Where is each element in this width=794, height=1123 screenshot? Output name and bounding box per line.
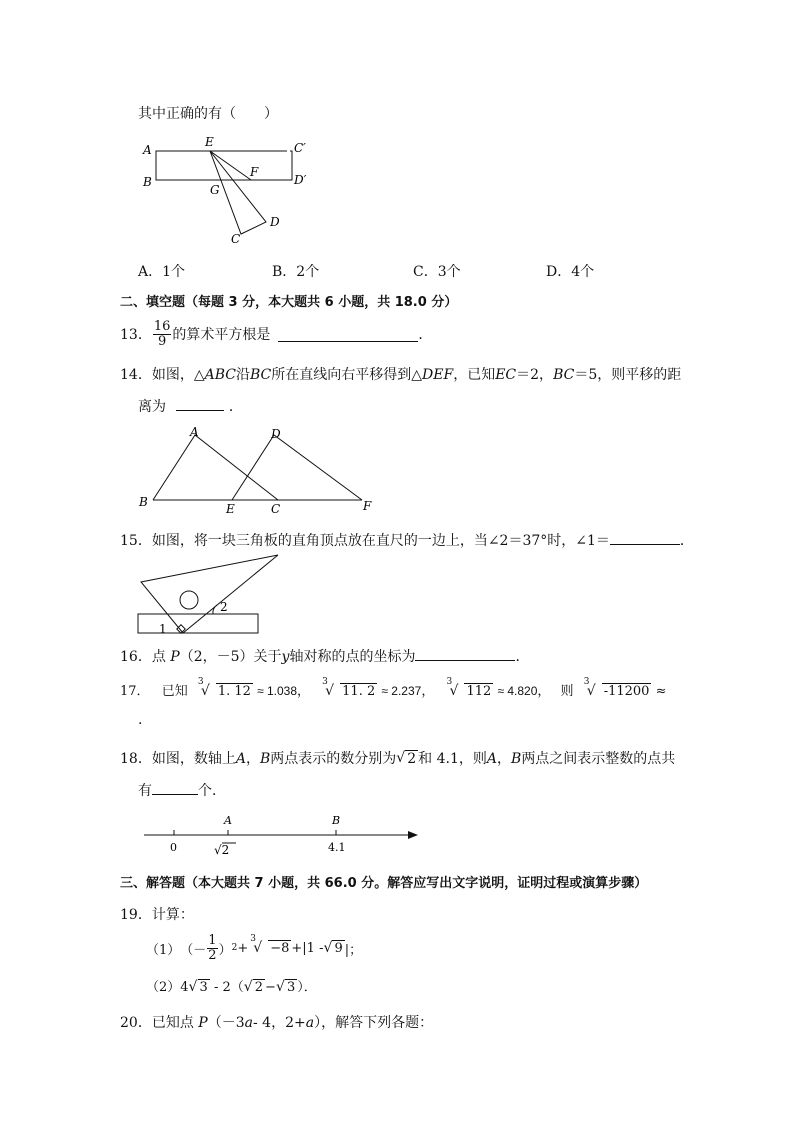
label-G: G	[210, 183, 220, 197]
point-b-value: 4.1	[328, 841, 346, 854]
section-2-title: 二、填空题（每题 3 分，本大题共 6 小题，共 18.0 分）	[120, 295, 458, 310]
label-F: F	[363, 499, 372, 513]
label-A: A	[143, 143, 152, 157]
label-C: C	[231, 232, 241, 246]
label-B: B	[139, 495, 148, 509]
option-c: C．3个	[413, 264, 461, 280]
label-C: C	[271, 502, 281, 515]
question-16: 16．点 P（2，－5）关于y轴对称的点的坐标为 ．	[120, 646, 529, 666]
question-14-line2: 离为 ．	[138, 396, 243, 416]
q13-number: 13．	[120, 327, 152, 343]
section-3-title: 三、解答题（本大题共 7 小题，共 66.0 分。解答应写出文字说明，证明过程或演算步骤）	[120, 876, 648, 891]
q14-answer-blank	[176, 396, 224, 411]
q19-part1: （1） （－ $\frac{1}{2}$ ） 2 + 3 √ −8 +|1 - √ 9 |；	[146, 932, 363, 963]
question-15: 15．如图，将一块三角板的直角顶点放在直尺的一边上，当∠2＝37°时，∠1＝ ．	[120, 530, 694, 550]
label-D-prime: D′	[294, 173, 307, 187]
label-E: E	[205, 135, 214, 149]
question-19: 19．计算：	[120, 907, 194, 923]
q15-figure	[135, 553, 285, 638]
label-F: F	[250, 165, 259, 179]
label-B: B	[143, 175, 152, 189]
label-C-prime: C′	[294, 141, 306, 155]
q18-answer-blank	[152, 780, 198, 795]
q13-fraction: $\frac{16}{9}$	[153, 318, 171, 349]
q15-answer-blank	[610, 530, 680, 545]
q14-figure	[135, 420, 380, 515]
q12-figure	[135, 130, 335, 250]
q16-answer-blank	[415, 646, 515, 661]
q19-part2: （2）4 √ 3 - 2（ √ 2 − √ 3 ）．	[146, 979, 317, 995]
point-a-value: √2	[214, 843, 230, 857]
point-b-label: B	[332, 814, 341, 827]
label-D: D	[271, 427, 281, 441]
option-d: D．4个	[546, 264, 595, 280]
label-D: D	[270, 215, 280, 229]
question-14-line1: 14．如图，△ABC沿BC所在直线向右平移得到△DEF，已知EC＝2，BC＝5，则平移的距	[120, 367, 682, 383]
point-a-label: A	[224, 814, 232, 827]
label-A: A	[190, 425, 199, 439]
question-18-line1: 18．如图，数轴上A，B两点表示的数分别为 √ 2 和 4.1，则A，B两点之间表示整数的点共	[120, 750, 676, 767]
q13-answer-blank	[278, 327, 418, 342]
q18-number-line	[138, 810, 423, 860]
q12-tail: 其中正确的有（ ）	[138, 106, 278, 122]
q17-end: .	[138, 712, 143, 728]
option-a: A．1个	[138, 264, 186, 280]
question-20: 20．已知点 P（－3a- 4，2+a），解答下列各题：	[120, 1015, 434, 1031]
tick-zero: 0	[170, 841, 177, 854]
question-18-line2: 有 个．	[138, 780, 226, 800]
angle-2-label: 2	[220, 600, 228, 614]
question-13: 13． $\frac{16}{9}$ 的算术平方根是 ．	[120, 318, 433, 349]
option-b: B．2个	[272, 264, 320, 280]
question-17: 17． 已知 3 √ 1. 12 ≈ 1.038， 3 √ 11. 2 ≈ 2.237， 3 √ 112 ≈ 4.820， 则 3 √ -11200 ≈	[120, 677, 667, 699]
label-E: E	[226, 502, 235, 515]
angle-1-label: 1	[159, 622, 167, 636]
